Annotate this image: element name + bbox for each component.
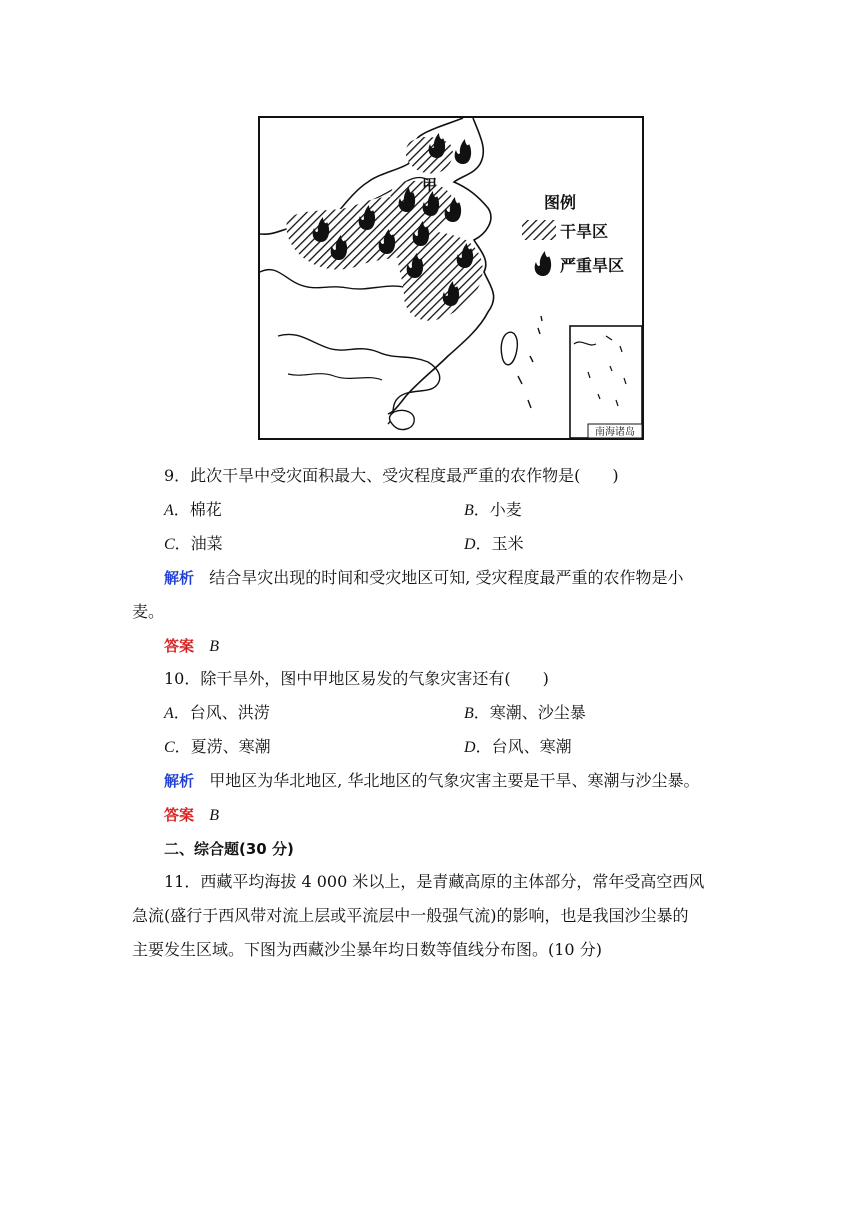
q10-analysis-tag: 解析 (164, 772, 195, 790)
q9-option-b-letter: B (464, 502, 474, 519)
q10-answer-tag: 答案 (164, 806, 195, 824)
q9-option-b (464, 500, 522, 521)
q9-analysis-cont: 麦。 (132, 602, 165, 621)
q10-option-d-text: ．台风、寒潮 (475, 737, 572, 756)
legend-title: 图例 (544, 193, 577, 212)
legend-drought-label: 干旱区 (560, 222, 609, 241)
q10-option-a-text: ．台风、洪涝 (173, 703, 270, 722)
q10-option-c-text: ．夏涝、寒潮 (174, 737, 271, 756)
q9-analysis-tag: 解析 (164, 569, 195, 587)
q9-option-c-text: ．油菜 (174, 534, 223, 553)
q10-answer (164, 805, 219, 826)
q10-analysis (164, 771, 699, 791)
q9-answer (164, 636, 219, 657)
q9-option-d-letter: D (464, 536, 476, 553)
q10-option-c-letter: C (164, 739, 175, 756)
q9-stem: 9．此次干旱中受灾面积最大、受灾程度最严重的农作物是( ) (164, 466, 619, 485)
q9-analysis (164, 568, 683, 588)
q10-option-b (464, 703, 586, 724)
q10-analysis-text: 甲地区为华北地区, 华北地区的气象灾害主要是干旱、寒潮与沙尘暴。 (209, 771, 700, 790)
q10-option-d (464, 737, 572, 758)
q9-analysis-text: 结合旱灾出现的时间和受灾地区可知, 受灾程度最严重的农作物是小 (209, 568, 684, 587)
q9-option-a-text: ．棉花 (173, 500, 222, 519)
q10-option-b-letter: B (464, 705, 474, 722)
q9-option-b-text: ．小麦 (473, 500, 522, 519)
q11-line-2: 急流(盛行于西风带对流上层或平流层中一般强气流)的影响，也是我国沙尘暴的 (132, 906, 689, 925)
q10-option-c (164, 737, 271, 758)
q11-line-1: 11．西藏平均海拔 4 000 米以上，是青藏高原的主体部分，常年受高空西风 (164, 872, 705, 891)
q10-answer-value: B (209, 807, 220, 824)
drought-map (258, 116, 644, 440)
q9-option-a (164, 500, 222, 521)
q9-answer-value: B (209, 638, 220, 655)
q9-option-c-letter: C (164, 536, 175, 553)
q10-option-a-letter: A (164, 705, 174, 722)
inset-map-frame (570, 326, 642, 438)
q10-option-a (164, 703, 270, 724)
q9-option-d-text: ．玉米 (475, 534, 524, 553)
q11-line-3: 主要发生区域。下图为西藏沙尘暴年均日数等值线分布图。(10 分) (132, 940, 602, 959)
drought-map-figure (258, 116, 644, 440)
inset-label: 南海诸岛 (595, 427, 635, 438)
q10-stem: 10．除干旱外，图中甲地区易发的气象灾害还有( ) (164, 669, 549, 688)
q9-option-d (464, 534, 524, 555)
q9-option-c (164, 534, 223, 555)
section-heading: 二、综合题(30 分) (164, 840, 294, 858)
q10-option-b-text: ．寒潮、沙尘暴 (473, 703, 586, 722)
legend-drought-swatch (522, 220, 556, 240)
region-label-jia: 甲 (422, 176, 438, 194)
q10-option-d-letter: D (464, 739, 476, 756)
legend-severe-label: 严重旱区 (560, 256, 625, 275)
q9-answer-tag: 答案 (164, 637, 195, 655)
q9-option-a-letter: A (164, 502, 174, 519)
